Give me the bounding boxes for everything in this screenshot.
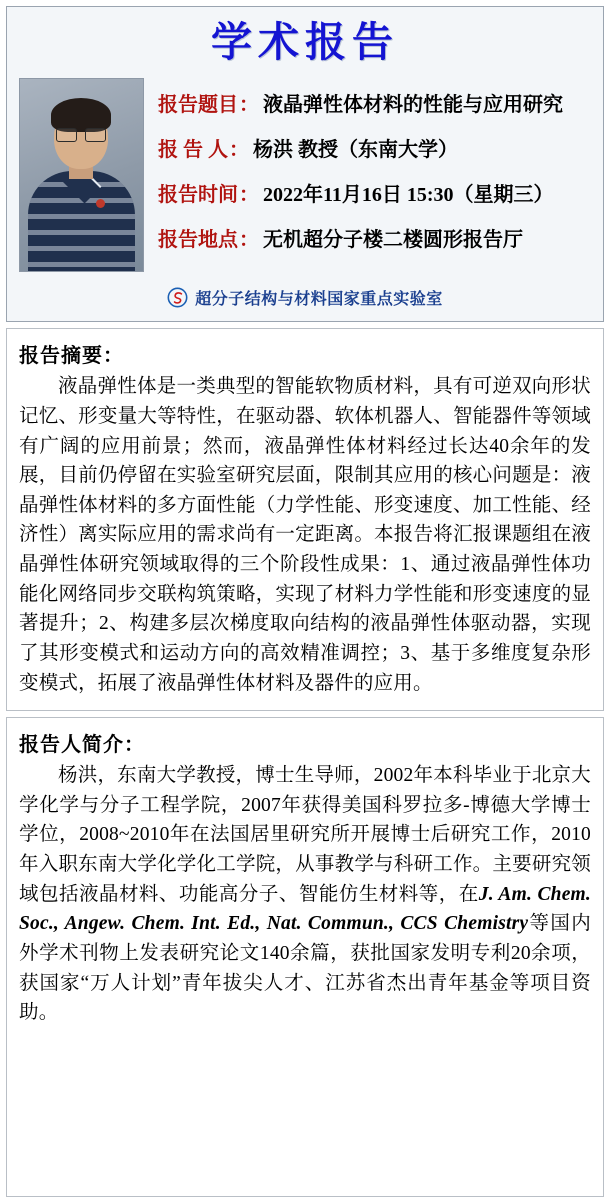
bio-text-part1: 杨洪，东南大学教授，博士生导师，2002年本科毕业于北京大学化学与分子工程学院，2007年获得美国科罗拉多-博德大学博士学位，2008~2010年在法国居里研究所开展博士后研究工作，2010年入职东南大学化学化工学院，从事教学与科研工作。主要研究领域包括液晶材料、功能高分子、智能仿生材料等，在: [19, 765, 591, 905]
info-colon-time: ：: [239, 184, 259, 207]
poster-header-card: [6, 6, 604, 322]
info-label-venue: 报告地点: [158, 229, 238, 252]
header-body: [15, 76, 595, 272]
page-title: 学术报告: [211, 19, 399, 65]
portrait-hair: [51, 98, 111, 132]
info-label-topic: 报告题目: [158, 94, 238, 117]
talk-info-list: [158, 78, 591, 268]
info-value-topic: 液晶弹性体材料的性能与应用研究: [263, 94, 563, 117]
info-row-speaker: [158, 133, 591, 162]
info-row-venue: [158, 223, 591, 252]
info-row-time: [158, 178, 591, 207]
abstract-section: [6, 328, 604, 711]
glasses-icon: [56, 128, 106, 140]
info-row-topic: [158, 88, 591, 117]
info-colon-topic: ：: [239, 94, 259, 117]
info-label-speaker: 报 告 人: [158, 139, 228, 162]
info-value-venue: 无机超分子楼二楼圆形报告厅: [263, 229, 523, 252]
bio-text-part2: 等国内外学术刊物上发表研究论文140余篇，获批国家发明专利20余项，获国家“万人计划”青年拔尖人才、江苏省杰出青年基金等项目资助。: [19, 913, 591, 1024]
abstract-text: 液晶弹性体是一类典型的智能软物质材料，具有可逆双向形状记忆、形变量大等特性，在驱动器、软体机器人、智能器件等领域有广阔的应用前景；然而，液晶弹性体材料经过长达40余年的发展，目前仍停留在实验室研究层面，限制其应用的核心问题是：液晶弹性体材料的多方面性能（力学性能、形变速度、加工性能、经济性）离实际应用的需求尚有一定距离。本报告将汇报课题组在液晶弹性体研究领域取得的三个阶段性成果：1、通过液晶弹性体功能化网络同步交联构筑策略，实现了材料力学性能和形变速度的显著提升；2、构建多层次梯度取向结构的液晶弹性体驱动器，实现了其形变模式和运动方向的高效精准调控；3、基于多维度复杂形变模式，拓展了液晶弹性体材料及器件的应用。: [19, 376, 591, 694]
info-value-time: 2022年11月16日 15:30（星期三）: [263, 184, 554, 207]
bio-text: [19, 761, 591, 1028]
abstract-title: 报告摘要：: [19, 345, 124, 368]
speaker-portrait-photo: [19, 78, 144, 272]
lab-affiliation: [15, 272, 595, 311]
bio-journal-list: J. Am. Chem. Soc., Angew. Chem. Int. Ed., Nat. Commun., CCS Chemistry: [19, 883, 591, 935]
lab-emblem-icon: [167, 287, 188, 308]
bio-title: 报告人简介：: [19, 734, 145, 757]
info-value-speaker: 杨洪 教授（东南大学）: [253, 139, 458, 162]
bio-section: [6, 717, 604, 1197]
lab-name-label: 超分子结构与材料国家重点实验室: [195, 291, 443, 309]
info-colon-venue: ：: [239, 229, 259, 252]
info-label-time: 报告时间: [158, 184, 238, 207]
info-colon-speaker: ：: [229, 139, 249, 162]
